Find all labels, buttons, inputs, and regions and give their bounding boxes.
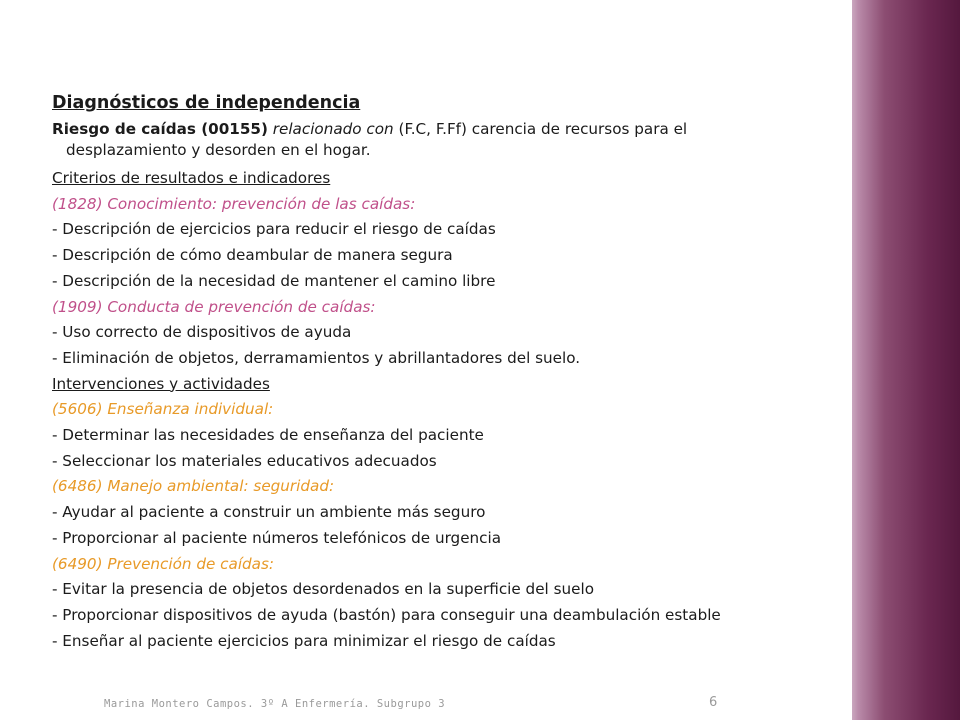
nic-2-item: - Proporcionar al paciente números telefónicos de urgencia [52,528,502,547]
nic-3-title: (6490) Prevención de caídas: [52,554,275,573]
noc-2-title: (1909) Conducta de prevención de caídas: [52,297,376,316]
noc-2-item: - Uso correcto de dispositivos de ayuda [52,323,352,342]
diagnosis-text-1: (F.C, F.Ff) carencia de recursos para el [393,120,688,138]
noc-1-title: (1828) Conocimiento: prevención de las caídas: [52,194,416,213]
nic-3-item: - Proporcionar dispositivos de ayuda (bastón) para conseguir una deambulación estable [52,605,721,624]
noc-1-item: - Descripción de cómo deambular de manera segura [52,246,453,265]
noc-1-item: - Descripción de ejercicios para reducir el riesgo de caídas [52,220,496,239]
diagnosis-related: relacionado con [272,120,394,138]
nic-1-item: - Seleccionar los materiales educativos adecuados [52,451,437,470]
nic-2-title: (6486) Manejo ambiental: seguridad: [52,477,335,496]
noc-2-item: - Eliminación de objetos, derramamientos y abrillantadores del suelo. [52,348,581,367]
noc-1-item: - Descripción de la necesidad de mantener el camino libre [52,271,496,290]
diagnosis-text-2: desplazamiento y desorden en el hogar. [66,141,371,159]
criteria-title: Criterios de resultados e indicadores [52,169,331,187]
diagnosis-paragraph [52,119,842,161]
interventions-title: Intervenciones y actividades [52,374,270,393]
nic-3-item: - Evitar la presencia de objetos desordenados en la superficie del suelo [52,580,594,599]
slide-content [52,92,842,654]
nic-1-title: (5606) Enseñanza individual: [52,400,274,419]
decorative-side-band [852,0,960,720]
page-number: 6 [709,695,718,710]
nic-2-item: - Ayudar al paciente a construir un ambiente más seguro [52,503,486,522]
diagnosis-code: Riesgo de caídas (00155) [52,120,268,138]
nic-3-item: - Enseñar al paciente ejercicios para minimizar el riesgo de caídas [52,631,556,650]
footer-author: Marina Montero Campos. 3º A Enfermería. Subgrupo 3 [104,698,446,710]
slide-heading: Diagnósticos de independencia [52,93,361,113]
nic-1-item: - Determinar las necesidades de enseñanza del paciente [52,426,484,445]
